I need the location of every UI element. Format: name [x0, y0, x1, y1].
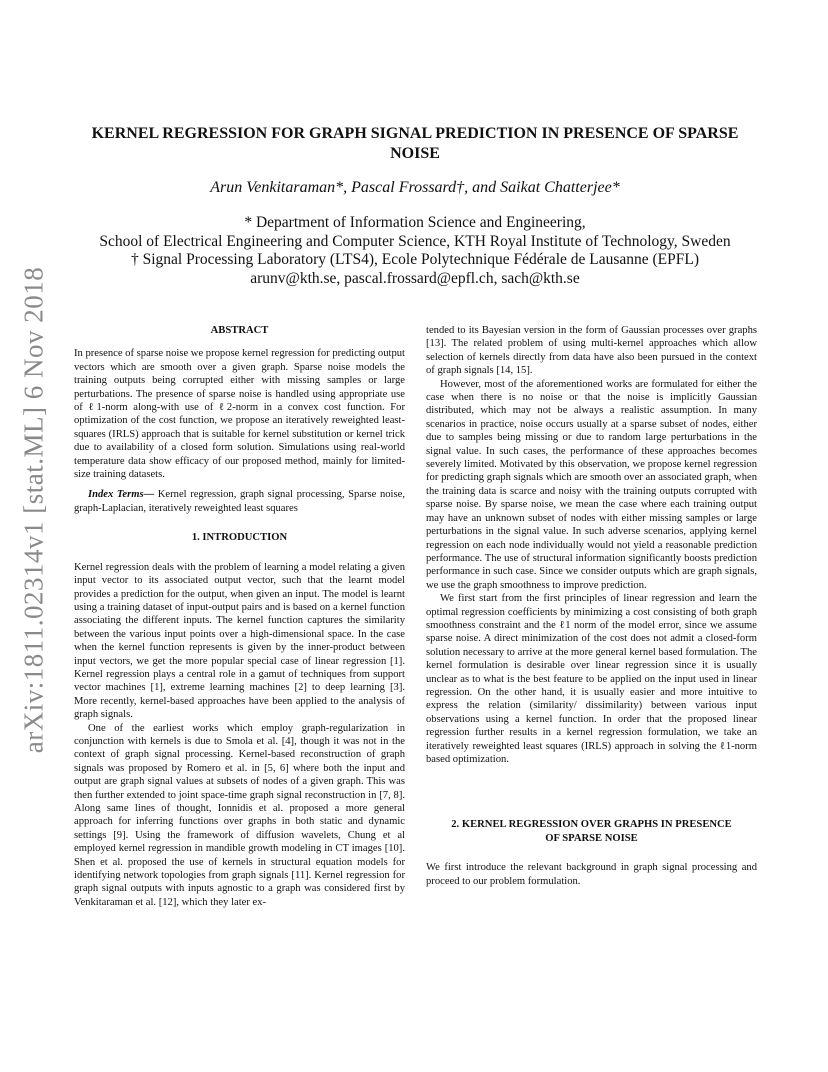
intro-paragraph-2-continued: tended to its Bayesian version in the form of Gaussian processes over graphs [13]. The related problem of using multi-kernel approaches which allow selection of kernels directly from data have also been pursued in the context of graph signals [14, 15]. [426, 325, 757, 377]
section-2-heading [426, 818, 757, 845]
left-column [74, 324, 405, 909]
index-terms-text: Kernel regression, graph signal processing, Sparse noise, graph-Laplacian, iteratively reweighted least squares [74, 489, 405, 514]
right-column [426, 324, 757, 888]
intro-paragraph-3: However, most of the aforementioned works are formulated for either the case when there is no noise or that the noise is implicitly Gaussian distributed, which may not be always a realistic assumption. In many scenarios in practice, noise occurs usually at a sparse subset of nodes, either due to samples being missing or due to random large perturbations in the signal value. In such cases, the performance of these approaches becomes severely limited. Motivated by this observation, we propose kernel regression for predicting graph signals which are smooth over an associated graph, when the training data is scarce and noisy with the training outputs corrupted with sparse noise. By sparse noise, we mean the case where each training output may have an unknown subset of nodes with either missing samples or large perturbations in the signal value. In such adverse scenarios, applying kernel regression on each node individually would not yield a reasonable prediction performance. The use of structural information significantly boosts prediction performance in such case. Since we consider outputs which are graph signals, we use the graph smoothness to improve prediction. [426, 378, 757, 591]
affiliations [74, 214, 756, 288]
affiliation-line-1: * Department of Information Science and Engineering, [244, 214, 586, 231]
abstract-heading: ABSTRACT [210, 325, 269, 336]
arxiv-sidebar [10, 266, 58, 754]
index-terms [74, 488, 405, 515]
intro-paragraph-4: We first start from the first principles of linear regression and learn the optimal regression coefficients by minimizing a cost consisting of both graph smoothness constraint and the ℓ1 norm of the model error, since we assume sparse noise. A direct minimization of the cost does not admit a closed-form solution necessary to arrive at the more general kernel based formulation. The kernel formulation is desirable over linear regression since it is usually unclear as to what is the best feature to be applied on the input used in linear regression. On the other hand, it is usually easier and more intuitive to express the relation (similarity/ dissimilarity) between various input observations using a kernel function. In order that the proposed linear regression further results in a kernel regression formulation, we take an iteratively reweighted least squares (IRLS) approach in solving the ℓ1-norm based optimization. [426, 593, 757, 765]
paper-authors: Arun Venkitaraman*, Pascal Frossard†, and Saikat Chatterjee* [210, 179, 620, 196]
index-terms-label: Index Terms— [88, 489, 155, 501]
intro-paragraph-1: Kernel regression deals with the problem of learning a model relating a given input vector to its associated output vector, such that the learnt model provides a prediction for the output, when given an input. The model is learnt using a training dataset of input-output pairs and is based on a kernel function associating the different inputs. The kernel function captures the similarity between the various input points over a high-dimensional space. In the case when the kernel function represents is given by the inner-product between input vectors, we get the more popular special case of linear regression [1]. Kernel regression plays a central role in a gamut of techniques from support vector machines [1], extreme learning machines [2] to deep learning [3]. More recently, kernel-based approaches have been applied to the analysis of graph signals. [74, 561, 405, 721]
section-2-heading-line-2: OF SPARSE NOISE [545, 832, 638, 844]
paper-title: KERNEL REGRESSION FOR GRAPH SIGNAL PREDICTION IN PRESENCE OF SPARSE NOISE [91, 125, 739, 162]
introduction-heading: 1. INTRODUCTION [191, 532, 288, 544]
intro-paragraph-2-start: One of the earliest works which employ graph-regularization in conjunction with kernels is due to Smola et al. [4], though it was not in the context of graph signal processing. Kernel-based reconstruction of graph signals was proposed by Romero et al. in [5, 6] where both the input and output are graph signal values at subsets of nodes of a given graph. This was then further extended to joint space-time graph signal reconstruction in [7, 8]. Along same lines of thought, Ionnidis et al. proposed a more general approach for inferring functions over graphs in both static and dynamic settings [9]. Using the framework of diffusion wavelets, Chung et al employed kernel regression in mandible growth modeling in CT images [10]. Shen et al. proposed the use of kernels in structural equation models for identifying network topologies from graph signals [11]. Kernel regression for graph signal outputs with inputs agnostic to a graph was considered first by Venkitaraman et al. [12], which they later ex- [74, 722, 405, 908]
section-2-intro: We first introduce the relevant background in graph signal processing and proceed to our problem formulation. [426, 862, 757, 887]
section-2-heading-line-1: 2. KERNEL REGRESSION OVER GRAPHS IN PRESENCE [451, 819, 732, 831]
abstract-text: In presence of sparse noise we propose kernel regression for predicting output vectors which are smooth over a given graph. Sparse noise models the training outputs being corrupted either with missing samples or large perturbations. The presence of sparse noise is handled using appropriate use of ℓ1-norm along-with use of ℓ2-norm in a convex cost function. For optimization of the cost function, we propose an iteratively reweighted least-squares (IRLS) approach that is suitable for kernel substitution or kernel trick due to availability of a closed form solution. Simulations using real-world temperature data show efficacy of our proposed method, mainly for limited-size training datasets. [74, 348, 405, 481]
arxiv-identifier: arXiv:1811.02314v1 [stat.ML] 6 Nov 2018 [18, 266, 49, 754]
affiliation-line-3: † Signal Processing Laboratory (LTS4), Ecole Polytechnique Fédérale de Lausanne (EPFL) [130, 251, 700, 268]
author-emails: arunv@kth.se, pascal.frossard@epfl.ch, sach@kth.se [250, 269, 580, 287]
affiliation-line-2: School of Electrical Engineering and Computer Science, KTH Royal Institute of Technology, Sweden [99, 232, 731, 250]
